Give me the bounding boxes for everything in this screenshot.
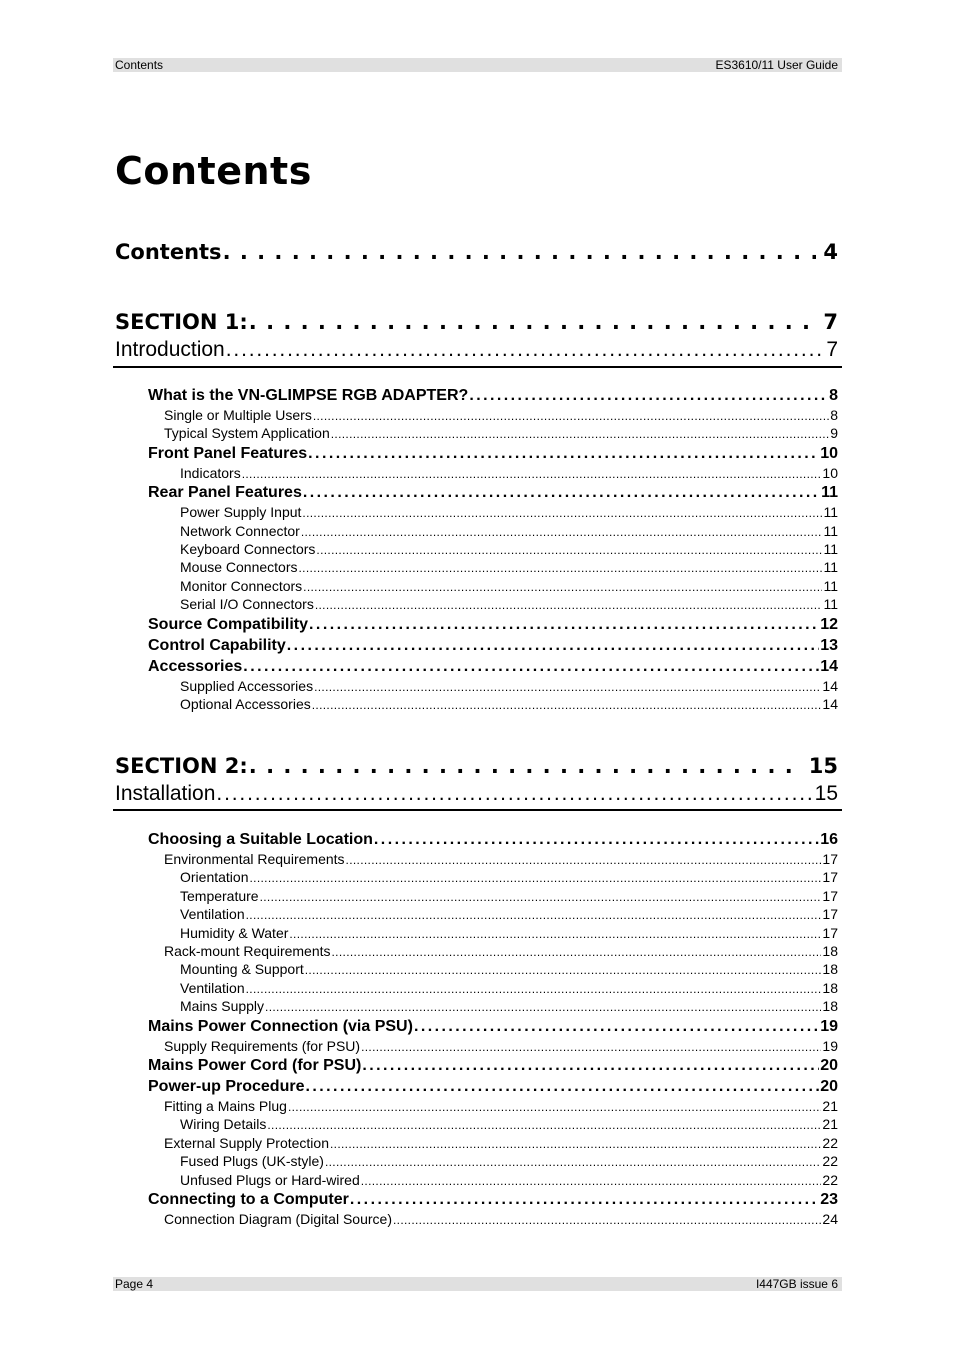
footer-right-text: I447GB issue 6 [755,1277,838,1291]
toc-entry-page: 9 [830,425,838,442]
toc-entry-level-3[interactable] [180,979,838,997]
toc-entry-page: 7 [823,310,838,334]
toc-entry-level-3[interactable] [180,924,838,942]
toc-entry-page: 18 [822,998,838,1015]
toc-entry-label: Serial I/O Connectors [180,596,314,613]
toc-entry-label: Rack-mount Requirements [164,943,331,959]
toc-entry-page: 22 [822,1134,838,1151]
toc-entry-page: 17 [822,924,838,941]
toc-entry-level-3[interactable] [180,558,838,576]
toc-leader-dots [246,905,822,923]
toc-entry-label: Mains Power Cord (for PSU) [148,1057,362,1074]
toc-leader-dots [350,1190,819,1210]
toc-entry-label: Source Compatibility [148,615,309,633]
toc-leader-dots [312,695,822,713]
toc-entry-level-3[interactable] [180,1171,838,1189]
toc-entry-level-3[interactable] [180,695,838,713]
toc-entry-level-1[interactable] [148,1056,838,1076]
toc-section-2-heading[interactable] [115,752,838,780]
toc-leader-dots [305,960,822,978]
toc-entry-label: Ventilation [180,979,245,996]
toc-entry-label: Contents [115,240,222,264]
toc-entry-label: Ventilation [180,906,245,923]
toc-entry-level-3[interactable] [180,464,838,482]
toc-entry-page: 20 [820,1078,838,1095]
page-header [113,58,842,72]
header-left-text: Contents [115,58,164,72]
toc-entry-level-3[interactable] [180,595,838,613]
toc-entry-label: Wiring Details [180,1116,267,1133]
toc-leader-dots [249,308,817,336]
toc-entry-level-3[interactable] [180,1152,838,1170]
toc-leader-dots [305,1077,819,1097]
toc-leader-dots [374,830,819,850]
toc-entry-label: Supply Requirements (for PSU) [164,1037,361,1054]
toc-entry-level-3[interactable] [180,503,838,521]
toc-entry-level-1[interactable] [148,615,838,635]
toc-section-1-heading[interactable] [115,308,838,336]
toc-entry-page: 24 [822,1211,838,1227]
toc-entry-level-2[interactable] [164,406,838,424]
toc-entry-page: 11 [823,522,838,539]
toc-entry-page: 7 [826,338,838,361]
toc-leader-dots [265,997,821,1015]
toc-leader-dots [289,924,821,942]
toc-entry-label: Rear Panel Features [148,484,302,502]
toc-entry-label: Mains Supply [180,998,265,1015]
toc-leader-dots [226,337,826,363]
toc-entry-label: Connecting to a Computer [148,1191,349,1208]
toc-entry-label: Connection Diagram (Digital Source) [164,1211,392,1227]
toc-entry-label: Network Connector [180,522,300,539]
toc-leader-dots [314,677,821,695]
toc-leader-dots [330,1134,821,1152]
toc-entry-level-3[interactable] [180,960,838,978]
section-divider [113,366,842,368]
toc-entry-label: Optional Accessories [180,696,311,712]
toc-entry-page: 8 [829,387,838,404]
toc-entry-page: 10 [820,444,838,462]
toc-entry-page: 11 [823,541,838,557]
toc-leader-dots [315,595,823,613]
toc-entry-page: 10 [822,464,838,481]
toc-entry-label: Mains Power Connection (via PSU) [148,1017,413,1035]
toc-entry-label: Unfused Plugs or Hard-wired [180,1171,360,1188]
toc-entry-label: Control Capability [148,636,286,654]
toc-entry-label: Typical System Application [164,425,330,442]
toc-leader-dots [303,483,820,503]
toc-leader-dots [362,1056,819,1076]
toc-leader-dots [301,522,823,540]
toc-entry-level-3[interactable] [180,905,838,923]
toc-leader-dots [303,577,822,595]
toc-entry-page: 11 [821,484,838,502]
toc-leader-dots [332,942,822,960]
toc-leader-dots [361,1171,822,1189]
toc-leader-dots [246,979,822,997]
toc-entry-page: 14 [822,696,838,712]
page-footer [113,1277,842,1291]
toc-entry-label: Choosing a Suitable Location [148,831,373,848]
toc-entry-label: Introduction [115,338,225,361]
toc-leader-dots [309,615,819,635]
toc-entry-page: 4 [823,240,838,264]
toc-leader-dots [243,657,819,677]
toc-leader-dots [414,1017,819,1037]
toc-leader-dots [308,444,819,464]
toc-entry-level-2[interactable] [164,942,838,960]
toc-entry-level-1[interactable] [148,830,838,850]
toc-entry-level-1[interactable] [148,386,838,406]
toc-entry-label: Fused Plugs (UK-style) [180,1153,324,1170]
toc-entry-page: 17 [822,869,838,886]
toc-leader-dots [249,752,802,780]
toc-entry-label: Mounting & Support [180,961,304,978]
toc-entry-label: Environmental Requirements [164,851,345,867]
toc-entry-level-3[interactable] [180,868,838,886]
toc-entry-page: 20 [820,1057,838,1074]
toc-entry-page: 15 [808,754,838,778]
toc-entry-page: 22 [822,1171,838,1188]
toc-entry-level-2[interactable] [164,1210,838,1228]
page-title: Contents [115,149,312,193]
toc-entry-page: 17 [822,851,838,867]
toc-entry-label: Indicators [180,464,241,481]
section-divider [113,809,842,811]
toc-entry-label: What is the VN-GLIMPSE RGB ADAPTER? [148,387,469,404]
toc-entry-level-3[interactable] [180,997,838,1015]
toc-leader-dots [393,1210,821,1228]
toc-leader-dots [216,781,813,807]
toc-entry-page: 21 [822,1098,838,1114]
toc-leader-dots [299,558,823,576]
toc-entry-level-1[interactable] [148,483,838,503]
toc-entry-level-1[interactable] [148,1017,838,1037]
toc-entry-page: 18 [822,943,838,959]
toc-entry-level-2[interactable] [164,850,838,868]
toc-entry-page: 17 [822,887,838,904]
toc-entry-page: 14 [822,677,838,694]
toc-leader-dots [331,424,829,442]
toc-entry-page: 17 [822,906,838,923]
toc-entry-label: Fitting a Mains Plug [164,1098,287,1114]
toc-leader-dots [288,1097,821,1115]
toc-entry-label: Humidity & Water [180,924,289,941]
toc-entry-level-2[interactable] [164,1134,838,1152]
toc-leader-dots [242,464,822,482]
toc-entry-label: Single or Multiple Users [164,407,312,423]
toc-entry-page: 18 [822,979,838,996]
toc-entry-label: Power Supply Input [180,504,302,521]
toc-entry-label: Power-up Procedure [148,1078,305,1095]
toc-entry-page: 23 [820,1191,838,1208]
toc-section-1-subtitle[interactable] [115,337,838,363]
toc-entry-page: 11 [823,596,838,613]
toc-leader-dots [316,540,822,558]
toc-leader-dots [223,238,817,266]
toc-leader-dots [469,386,828,406]
toc-leader-dots [302,503,822,521]
toc-entry-label: SECTION 2: [115,754,248,778]
toc-entry-page: 11 [823,577,838,594]
toc-entry-level-3[interactable] [180,677,838,695]
toc-section-2-subtitle[interactable] [115,781,838,807]
toc-entry-level-1[interactable] [148,1190,838,1210]
toc-entry-level-1[interactable] [148,636,838,656]
toc-leader-dots [361,1037,821,1055]
toc-entry-page: 19 [820,1017,838,1035]
toc-leader-dots [267,1115,821,1133]
toc-entry-level-3[interactable] [180,887,838,905]
toc-entry-page: 18 [822,961,838,978]
toc-entry-level-1[interactable] [148,657,838,677]
toc-entry-label: Monitor Connectors [180,577,303,594]
toc-entry-level-1[interactable] [148,1077,838,1097]
toc-entry-level-3[interactable] [180,577,838,595]
toc-entry-level-3[interactable] [180,522,838,540]
toc-entry-page: 22 [822,1153,838,1170]
toc-entry-page: 11 [823,504,838,521]
toc-entry-level-3[interactable] [180,540,838,558]
toc-entry-page: 13 [820,636,838,654]
toc-leader-dots [287,636,819,656]
toc-leader-dots [260,887,822,905]
toc-entry-page: 11 [823,559,838,576]
toc-entry-label: Temperature [180,887,259,904]
toc-entry-label: SECTION 1: [115,310,248,334]
toc-leader-dots [313,406,829,424]
toc-entry-level-1[interactable] [148,444,838,464]
toc-entry-level-2[interactable] [164,1037,838,1055]
toc-leader-dots [325,1152,821,1170]
toc-entry-label: Mouse Connectors [180,559,298,576]
toc-entry-page: 21 [822,1116,838,1133]
toc-leader-dots [346,850,822,868]
toc-entry-label: Keyboard Connectors [180,541,316,557]
toc-entry-label: Accessories [148,657,243,675]
toc-entry-label: Orientation [180,869,249,886]
toc-entry-level-2[interactable] [164,424,838,442]
toc-entry-page: 16 [820,831,838,848]
header-right-text: ES3610/11 User Guide [715,58,838,72]
footer-left-text: Page 4 [115,1277,154,1291]
toc-entry-page: 8 [830,407,838,423]
toc-entry-label: Front Panel Features [148,444,308,462]
toc-entry-page: 14 [820,657,838,675]
toc-entry-level-3[interactable] [180,1115,838,1133]
toc-entry-level-2[interactable] [164,1097,838,1115]
toc-entry-label: Supplied Accessories [180,677,314,694]
toc-entry-page: 19 [822,1037,838,1054]
toc-entry-label: External Supply Protection [164,1134,329,1151]
toc-entry-contents[interactable] [115,238,838,266]
toc-entry-page: 12 [820,615,838,633]
toc-entry-page: 15 [814,782,838,805]
toc-entry-label: Installation [115,782,216,805]
toc-leader-dots [249,868,821,886]
